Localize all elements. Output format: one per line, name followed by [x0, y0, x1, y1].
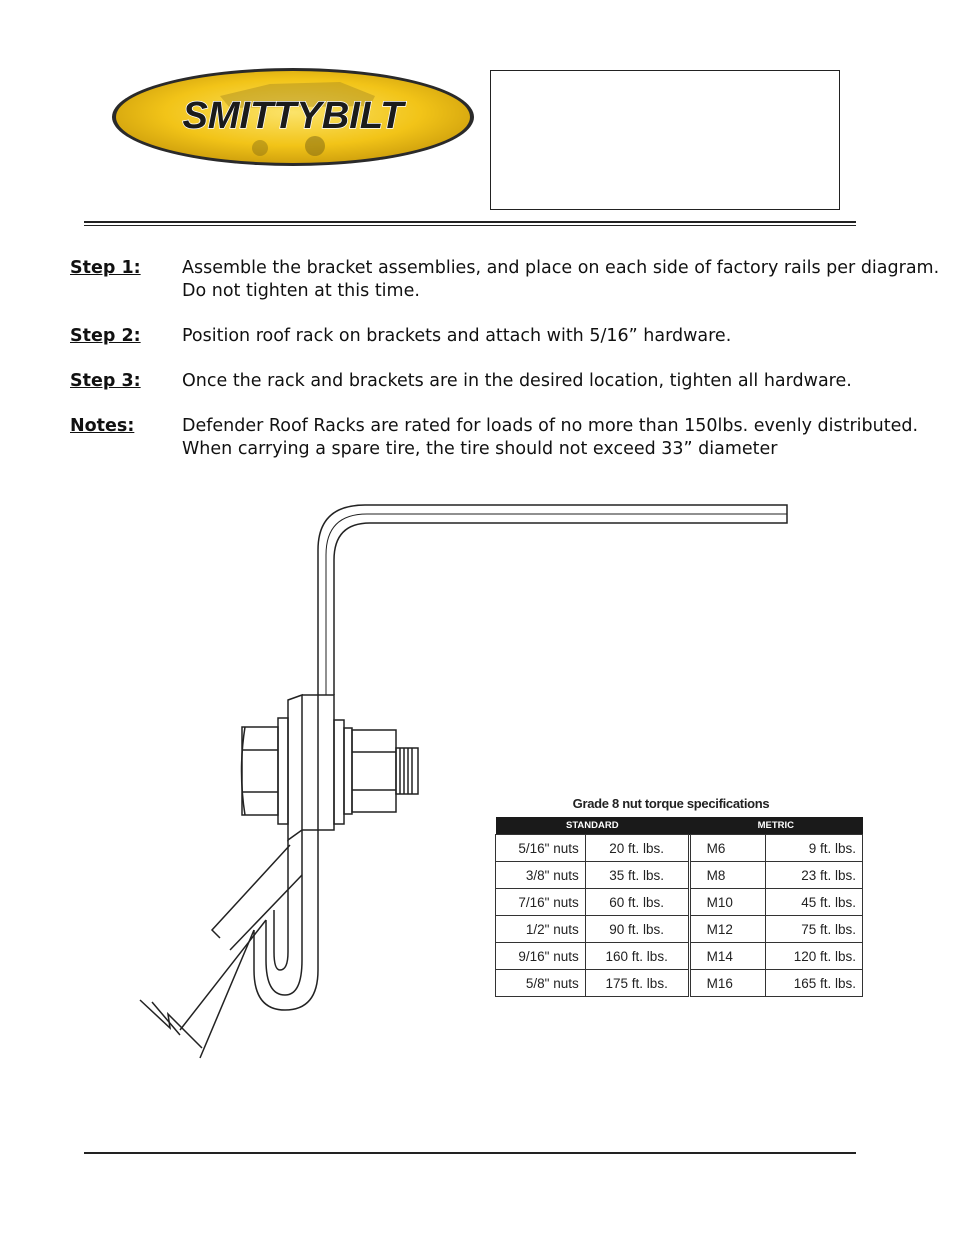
- left-washer: [278, 718, 288, 824]
- step-label: Step 3:: [70, 371, 141, 391]
- table-cell: M14: [689, 943, 765, 970]
- table-cell: 7/16" nuts: [496, 889, 586, 916]
- table-cell: 120 ft. lbs.: [765, 943, 862, 970]
- rail-break: [140, 1000, 202, 1048]
- table-cell: 3/8" nuts: [496, 862, 586, 889]
- table-cell: M6: [689, 835, 765, 862]
- header-divider: [84, 221, 856, 226]
- table-cell: M12: [689, 916, 765, 943]
- table-cell: 9/16" nuts: [496, 943, 586, 970]
- table-cell: 165 ft. lbs.: [765, 970, 862, 997]
- table-cell: 23 ft. lbs.: [765, 862, 862, 889]
- left-nut: [242, 727, 279, 815]
- table-cell: 45 ft. lbs.: [765, 889, 862, 916]
- clamp-hook: [180, 830, 318, 1058]
- step-text-line: Position roof rack on brackets and attach with 5/16” hardware.: [182, 326, 732, 346]
- table-cell: 75 ft. lbs.: [765, 916, 862, 943]
- smittybilt-logo: [110, 66, 476, 168]
- logo-wordmark: SMITTYBILT: [182, 95, 404, 137]
- step-text-line: Do not tighten at this time.: [182, 281, 420, 301]
- table-cell: 5/16" nuts: [496, 835, 586, 862]
- torque-spec-table: [495, 796, 865, 997]
- footer-divider: [84, 1152, 856, 1154]
- table-cell: M16: [689, 970, 765, 997]
- table-cell: 35 ft. lbs.: [585, 862, 689, 889]
- table-cell: 90 ft. lbs.: [585, 916, 689, 943]
- table-row: [496, 970, 863, 997]
- step-text-line: Assemble the bracket assemblies, and place on each side of factory rails per diagram.: [182, 258, 940, 278]
- bracket-arm: [318, 505, 787, 695]
- table-row: [496, 943, 863, 970]
- standard-header: STANDARD: [496, 817, 690, 835]
- table-cell: 20 ft. lbs.: [585, 835, 689, 862]
- table-row: [496, 889, 863, 916]
- table-cell: 60 ft. lbs.: [585, 889, 689, 916]
- mount-plate: [288, 695, 334, 840]
- notes-text-line: Defender Roof Racks are rated for loads of no more than 150lbs. evenly distributed.: [182, 416, 919, 436]
- table-cell: 5/8" nuts: [496, 970, 586, 997]
- right-nut: [344, 728, 396, 814]
- right-washer: [334, 720, 344, 824]
- table-row: [496, 916, 863, 943]
- table-row: [496, 835, 863, 862]
- metric-header: METRIC: [689, 817, 862, 835]
- notes-text-line: When carrying a spare tire, the tire should not exceed 33” diameter: [182, 439, 778, 459]
- table-row: [496, 862, 863, 889]
- table-cell: 1/2" nuts: [496, 916, 586, 943]
- step-label: Step 1:: [70, 258, 141, 278]
- table-cell: M10: [689, 889, 765, 916]
- torque-table-title: Grade 8 nut torque specifications: [572, 796, 770, 811]
- table-cell: 160 ft. lbs.: [585, 943, 689, 970]
- table-cell: 175 ft. lbs.: [585, 970, 689, 997]
- table-cell: M8: [689, 862, 765, 889]
- step-text-line: Once the rack and brackets are in the desired location, tighten all hardware.: [182, 371, 852, 391]
- step-label: Step 2:: [70, 326, 141, 346]
- bolt-thread: [396, 748, 418, 794]
- notes-label: Notes:: [70, 416, 135, 436]
- header-info-box: [490, 70, 840, 210]
- table-cell: 9 ft. lbs.: [765, 835, 862, 862]
